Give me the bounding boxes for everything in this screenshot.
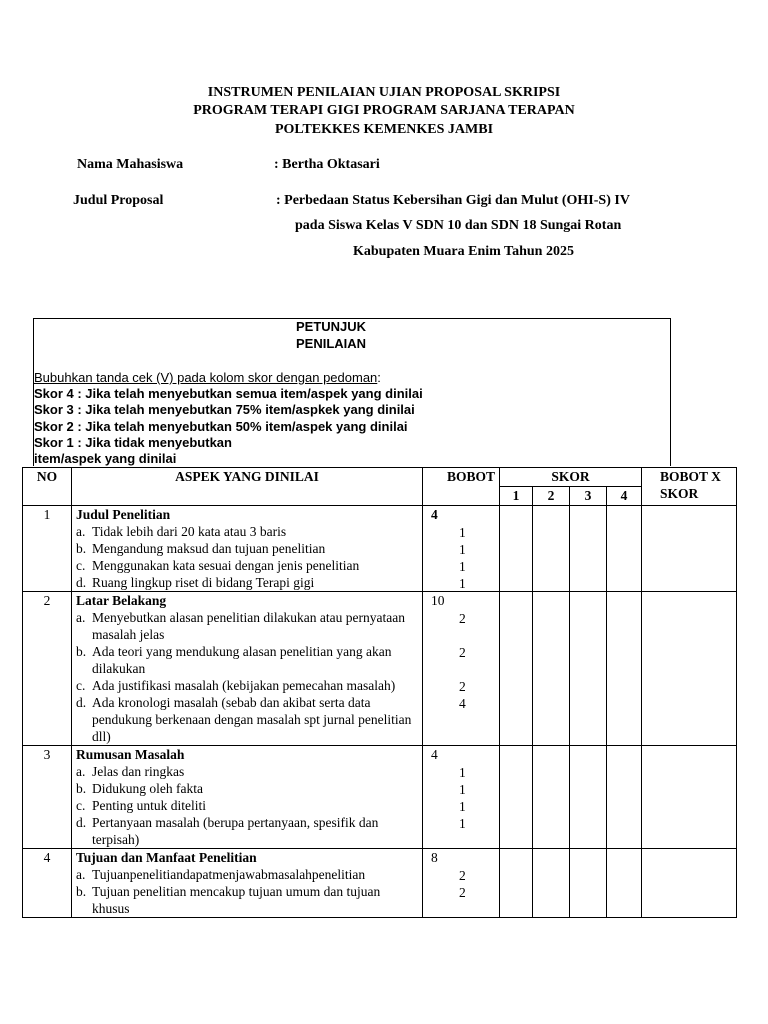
row-number: 4	[23, 849, 72, 918]
header-bobot-x: BOBOT X	[660, 469, 721, 484]
criteria-item	[76, 797, 418, 814]
criteria-text: Ruang lingkup riset di bidang Terapi gigi	[92, 575, 315, 590]
criteria-label: c.	[76, 558, 86, 573]
skor-1-rule: Skor 1 : Jika tidak menyebutkan	[34, 435, 232, 450]
instruction-colon: :	[377, 370, 381, 385]
score-1-cell[interactable]	[500, 506, 533, 592]
header-skor-4: 4	[607, 487, 642, 506]
criteria-text: Pertanyaan masalah (berupa pertanyaan, spesifik dan terpisah)	[92, 815, 379, 847]
score-4-cell[interactable]	[607, 746, 642, 849]
header-bobot: BOBOT	[423, 468, 500, 506]
petunjuk-instruction	[34, 370, 381, 385]
nama-label: Nama Mahasiswa	[77, 157, 184, 172]
aspect-weight: 10	[431, 593, 445, 608]
criteria-text: Tidak lebih dari 20 kata atau 3 baris	[92, 524, 287, 539]
score-1-cell[interactable]	[500, 592, 533, 746]
header-skor-1: 1	[500, 487, 533, 506]
criteria-item	[76, 763, 418, 780]
doc-title-line-1: INSTRUMEN PENILAIAN UJIAN PROPOSAL SKRIPSI	[207, 85, 561, 100]
skor-4-rule: Skor 4 : Jika telah menyebutkan semua item/aspek yang dinilai	[34, 386, 423, 401]
score-3-cell[interactable]	[570, 849, 607, 918]
weight-cell	[423, 746, 500, 849]
criteria-weight: 1	[459, 558, 466, 574]
criteria-weight: 2	[459, 678, 466, 694]
score-3-cell[interactable]	[570, 506, 607, 592]
criteria-label: d.	[76, 575, 87, 590]
criteria-label: b.	[76, 541, 87, 556]
doc-title-line-2: PROGRAM TERAPI GIGI PROGRAM SARJANA TERAPAN	[193, 103, 575, 118]
criteria-weight: 1	[459, 575, 466, 591]
aspect-cell	[72, 746, 423, 849]
criteria-weight: 2	[459, 644, 466, 660]
header-aspek: ASPEK YANG DINILAI	[72, 468, 423, 506]
criteria-label: a.	[76, 524, 86, 539]
criteria-item	[76, 814, 418, 848]
criteria-text: Menggunakan kata sesuai dengan jenis penelitian	[92, 558, 360, 573]
score-4-cell[interactable]	[607, 506, 642, 592]
score-3-cell[interactable]	[570, 592, 607, 746]
criteria-label: a.	[76, 867, 86, 882]
petunjuk-title-1: PETUNJUK	[296, 319, 367, 334]
weighted-score-cell[interactable]	[642, 506, 737, 592]
aspect-cell	[72, 849, 423, 918]
header-skor-2-col: 2	[533, 487, 570, 506]
criteria-label: a.	[76, 764, 86, 779]
criteria-text: Tujuanpenelitiandapatmenjawabmasalahpenelitian	[92, 867, 366, 882]
criteria-weight: 1	[459, 541, 466, 557]
criteria-item	[76, 883, 418, 917]
criteria-item	[76, 780, 418, 797]
petunjuk-box	[33, 318, 671, 466]
criteria-label: d.	[76, 695, 87, 710]
criteria-weight: 1	[459, 815, 466, 831]
criteria-label: b.	[76, 884, 87, 899]
score-4-cell[interactable]	[607, 849, 642, 918]
criteria-label: b.	[76, 781, 87, 796]
assessment-table	[22, 467, 737, 918]
criteria-item	[76, 643, 418, 677]
weighted-score-cell[interactable]	[642, 746, 737, 849]
criteria-item	[76, 866, 418, 883]
judul-label: Judul Proposal	[73, 193, 164, 208]
score-3-cell[interactable]	[570, 746, 607, 849]
score-1-cell[interactable]	[500, 746, 533, 849]
aspect-title: Judul Penelitian	[76, 507, 171, 522]
criteria-weight: 1	[459, 798, 466, 814]
table-row	[23, 506, 737, 592]
criteria-weight: 1	[459, 524, 466, 540]
criteria-label: b.	[76, 644, 87, 659]
criteria-text: Ada justifikasi masalah (kebijakan pemecahan masalah)	[92, 678, 396, 693]
row-number: 2	[23, 592, 72, 746]
judul-value-line-1: : Perbedaan Status Kebersihan Gigi dan Mulut (OHI-S) IV	[276, 193, 630, 208]
petunjuk-title-2: PENILAIAN	[296, 336, 367, 351]
aspect-title: Rumusan Masalah	[76, 747, 185, 762]
header-no: NO	[23, 468, 72, 506]
weighted-score-cell[interactable]	[642, 849, 737, 918]
criteria-item	[76, 574, 418, 591]
criteria-item	[76, 540, 418, 557]
criteria-label: a.	[76, 610, 86, 625]
criteria-label: c.	[76, 798, 86, 813]
criteria-weight: 2	[459, 884, 466, 900]
criteria-text: Jelas dan ringkas	[92, 764, 185, 779]
weighted-score-cell[interactable]	[642, 592, 737, 746]
score-2-cell[interactable]	[533, 506, 570, 592]
aspect-cell	[72, 592, 423, 746]
aspect-weight: 8	[431, 850, 438, 865]
criteria-text: Mengandung maksud dan tujuan penelitian	[92, 541, 326, 556]
judul-value-line-2: pada Siswa Kelas V SDN 10 dan SDN 18 Sungai Rotan	[295, 218, 622, 233]
score-1-cell[interactable]	[500, 849, 533, 918]
aspect-cell	[72, 506, 423, 592]
score-2-cell[interactable]	[533, 746, 570, 849]
table-row	[23, 849, 737, 918]
aspect-title: Tujuan dan Manfaat Penelitian	[76, 850, 257, 865]
aspect-title: Latar Belakang	[76, 593, 167, 608]
criteria-item	[76, 523, 418, 540]
skor-2-rule: Skor 2 : Jika telah menyebutkan 50% item/aspek yang dinilai	[34, 419, 408, 434]
aspect-weight: 4	[431, 507, 438, 522]
criteria-weight: 2	[459, 610, 466, 626]
judul-value-line-3: Kabupaten Muara Enim Tahun 2025	[353, 244, 574, 259]
criteria-item	[76, 557, 418, 574]
criteria-weight: 1	[459, 764, 466, 780]
instruction-text: Bubuhkan tanda cek (V) pada kolom skor dengan pedoman	[34, 370, 378, 385]
criteria-weight: 2	[459, 867, 466, 883]
criteria-item	[76, 609, 418, 643]
header-skor-3: 3	[570, 487, 607, 506]
score-2-cell[interactable]	[533, 592, 570, 746]
header-skor: SKOR	[500, 468, 642, 487]
row-number: 3	[23, 746, 72, 849]
header-bobot-x-skor	[642, 468, 737, 506]
weight-cell	[423, 592, 500, 746]
criteria-weight: 4	[459, 695, 466, 711]
nama-value: : Bertha Oktasari	[274, 157, 380, 172]
criteria-label: d.	[76, 815, 87, 830]
weight-cell	[423, 849, 500, 918]
aspect-weight: 4	[431, 747, 438, 762]
table-row	[23, 592, 737, 746]
score-4-cell[interactable]	[607, 592, 642, 746]
criteria-text: Penting untuk diteliti	[92, 798, 206, 813]
criteria-weight: 1	[459, 781, 466, 797]
skor-3-rule: Skor 3 : Jika telah menyebutkan 75% item/aspkek yang dinilai	[34, 402, 415, 417]
weight-cell	[423, 506, 500, 592]
row-number: 1	[23, 506, 72, 592]
criteria-text: Ada teori yang mendukung alasan penelitian yang akan dilakukan	[92, 644, 392, 676]
criteria-item	[76, 677, 418, 694]
criteria-text: Menyebutkan alasan penelitian dilakukan atau pernyataan masalah jelas	[92, 610, 405, 642]
criteria-text: Didukung oleh fakta	[92, 781, 203, 796]
criteria-text: Ada kronologi masalah (sebab dan akibat serta data pendukung berkenaan dengan masalah spt jurnal penelitian dll)	[92, 695, 412, 744]
doc-title-line-3: POLTEKKES KEMENKES JAMBI	[274, 122, 494, 137]
criteria-item	[76, 694, 418, 745]
score-2-cell[interactable]	[533, 849, 570, 918]
criteria-text: Tujuan penelitian mencakup tujuan umum dan tujuan khusus	[92, 884, 381, 916]
header-skor-2: SKOR	[660, 486, 699, 501]
criteria-label: c.	[76, 678, 86, 693]
skor-1-rule-cont: item/aspek yang dinilai	[34, 451, 177, 466]
table-row	[23, 746, 737, 849]
